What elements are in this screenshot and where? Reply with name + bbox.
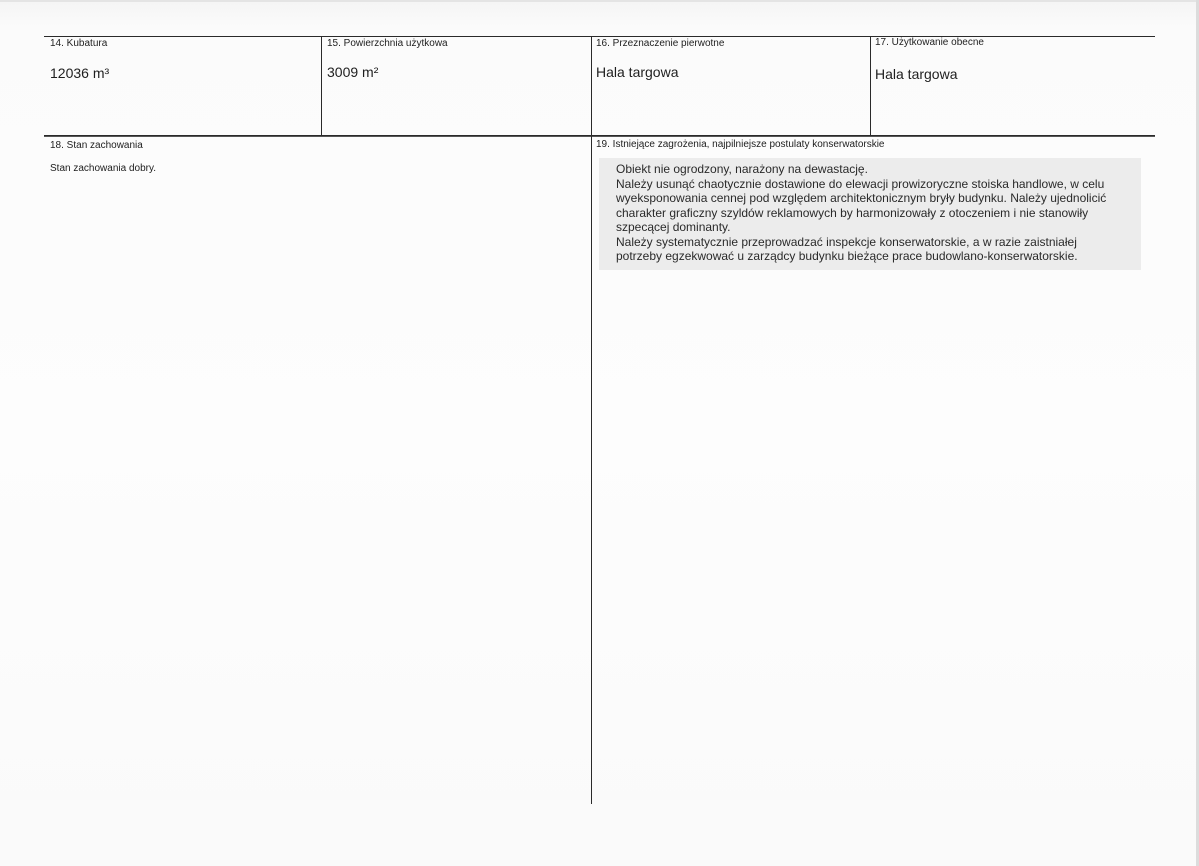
przeznaczenie-value: Hala targowa xyxy=(596,64,679,80)
stan-label: 18. Stan zachowania xyxy=(50,140,143,151)
bottom-row-top-border xyxy=(44,136,1155,137)
page-top-edge xyxy=(0,0,1199,2)
kubatura-value: 12036 m³ xyxy=(50,65,110,81)
divider-14-15 xyxy=(321,36,322,136)
powierzchnia-label: 15. Powierzchnia użytkowa xyxy=(327,38,448,49)
postulaty-text xyxy=(616,162,1117,264)
divider-16-17 xyxy=(870,36,871,136)
postulat-paragraph: Należy systematycznie przeprowadzać inspekcje konserwatorskie, a w razie zaistniałej potrzeby egzekwować u zarządcy budynku bieżące prace budowlano-konserwatorskie. xyxy=(616,234,1078,263)
stan-value: Stan zachowania dobry. xyxy=(50,163,156,174)
uzytkowanie-label: 17. Użytkowanie obecne xyxy=(875,37,984,48)
divider-18-19 xyxy=(591,136,592,804)
przeznaczenie-label: 16. Przeznaczenie pierwotne xyxy=(596,38,725,49)
uzytkowanie-value: Hala targowa xyxy=(875,66,958,82)
zagrozenia-label: 19. Istniejące zagrożenia, najpilniejsze postulaty konserwatorskie xyxy=(596,139,885,150)
kubatura-label: 14. Kubatura xyxy=(50,38,108,49)
divider-15-16 xyxy=(591,36,592,136)
top-row-top-border xyxy=(44,36,1155,37)
powierzchnia-value: 3009 m² xyxy=(327,64,379,80)
postulat-paragraph: Obiekt nie ogrodzony, narażony na dewastację. xyxy=(616,162,868,176)
postulat-paragraph: Należy usunąć chaotycznie dostawione do elewacji prowizoryczne stoiska handlowe, w celu wyeksponowania cennej pod względem architektonicznym bryły budynku. Należy ujednolicić charakter graficzny szyldów reklamowych by harmonizowały z otoczeniem i nie stanowiły szpecącej dominanty. xyxy=(616,176,1107,234)
